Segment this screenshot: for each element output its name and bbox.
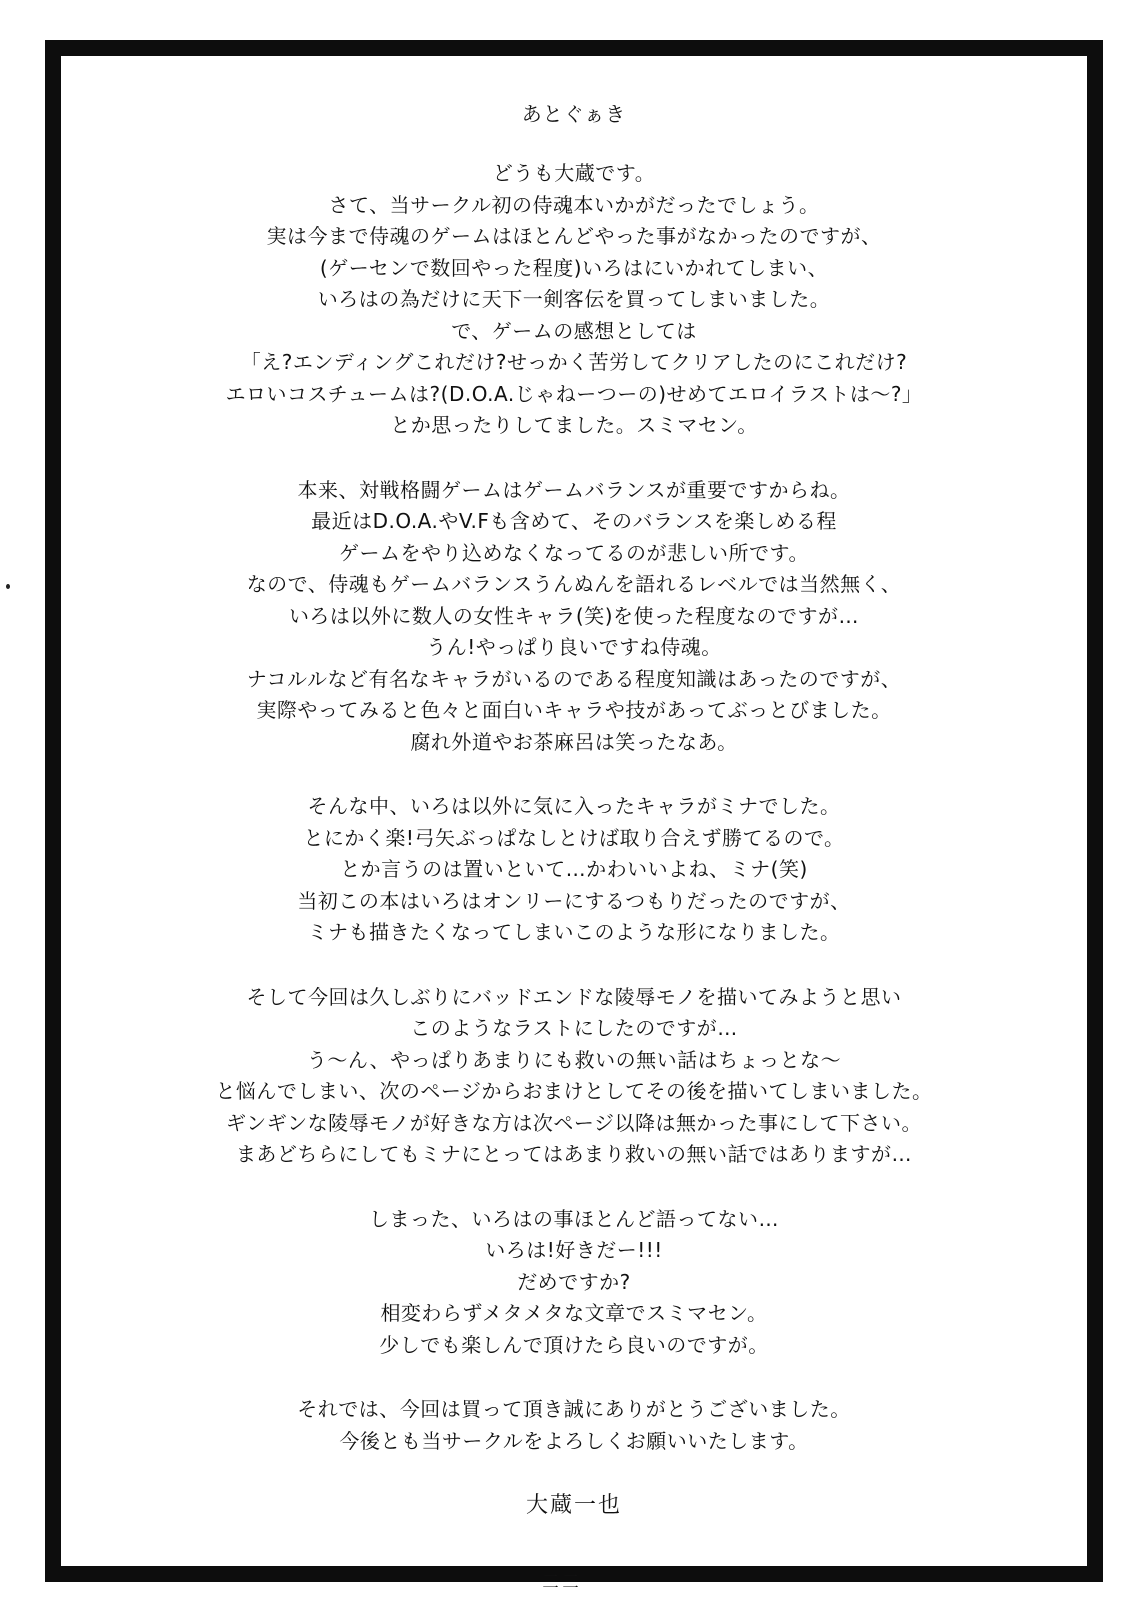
text-line: いろは!好きだー!!! [485,1238,663,1262]
author-signature: 大蔵一也 [525,1493,622,1518]
text-line: 今後とも当サークルをよろしくお願いいたします。 [339,1428,809,1453]
paragraph-6 [61,1394,1087,1457]
text-line: どうも大蔵です。 [492,161,656,185]
text-line: エロいコスチュームは?(D.O.A.じゃねーつーの)せめてエロイラストは〜?」 [225,381,923,406]
paragraph-5 [61,1204,1087,1362]
scan-speck [6,584,10,589]
text-line: とか思ったりしてました。スミマセン。 [390,413,758,437]
afterword-title: あとぐぁき [521,102,627,126]
text-line: ギンギンな陵辱モノが好きな方は次ページ以降は無かった事にして下さい。 [226,1110,922,1135]
text-line: 相変わらずメタメタな文章でスミマセン。 [380,1301,768,1325]
text-line: 「え?エンディングこれだけ?せっかく苦労してクリアしたのにこれだけ? [240,350,908,374]
text-line: で、ゲームの感想としては [451,318,697,343]
text-line: それでは、今回は買って頂き誠にありがとうございました。 [297,1397,851,1421]
text-line: (ゲーセンで数回やった程度)いろはにいかれてしまい、 [319,255,829,280]
text-line: うん!やっぱり良いですね侍魂。 [426,635,722,659]
text-line: しまった、いろはの事ほとんど語ってない… [369,1206,779,1231]
text-line: 実際やってみると色々と面白いキャラや技があってぶっとびました。 [256,698,892,722]
text-line: だめですか? [517,1269,631,1294]
text-line: ミナも描きたくなってしまいこのような形になりました。 [307,920,841,944]
page-number: 三三 [542,1572,583,1591]
text-line: そんな中、いろは以外に気に入ったキャラがミナでした。 [307,794,841,818]
text-line: さて、当サークル初の侍魂本いかがだったでしょう。 [328,192,820,217]
text-line: 本来、対戦格闘ゲームはゲームバランスが重要ですからね。 [297,477,851,502]
text-line: ナコルルなど有名なキャラがいるのである程度知識はあったのですが、 [246,666,902,691]
page-frame [45,40,1103,1582]
text-line: う〜ん、やっぱりあまりにも救いの無い話はちょっとな〜 [306,1047,842,1072]
text-line: なので、侍魂もゲームバランスうんぬんを語れるレベルでは当然無く、 [246,572,902,596]
text-line: いろはの為だけに天下一剣客伝を買ってしまいました。 [317,287,831,311]
text-line: まあどちらにしてもミナにとってはあまり救いの無い話ではありますが… [235,1142,913,1166]
paragraph-2 [61,475,1087,759]
text-line: このようなラストにしたのですが… [410,1016,738,1040]
text-line: 実は今まで侍魂のゲームはほとんどやった事がなかったのですが、 [266,224,882,248]
text-line: そして今回は久しぶりにバッドエンドな陵辱モノを描いてみようと思い [246,984,902,1009]
text-line: 最近はD.O.A.やV.Fも含めて、そのバランスを楽しめる程 [311,509,837,533]
text-line: 当初この本はいろはオンリーにするつもりだったのですが、 [297,888,851,913]
text-line: と悩んでしまい、次のページからおまけとしてその後を描いてしまいました。 [215,1079,933,1103]
text-line: とか言うのは置いといて…かわいいよね、ミナ(笑) [340,857,808,881]
text-line: 少しでも楽しんで頂けたら良いのですが。 [379,1332,769,1357]
paragraph-3 [61,791,1087,949]
text-line: いろは以外に数人の女性キャラ(笑)を使った程度なのですが… [288,603,860,628]
text-line: ゲームをやり込めなくなってるのが悲しい所です。 [339,540,809,565]
text-line: とにかく楽!弓矢ぶっぱなしとけば取り合えず勝てるので。 [303,825,845,850]
afterword-text-block [61,56,1087,1566]
paragraph-1 [61,158,1087,442]
text-line: 腐れ外道やお茶麻呂は笑ったなあ。 [410,729,738,754]
paragraph-4 [61,982,1087,1171]
